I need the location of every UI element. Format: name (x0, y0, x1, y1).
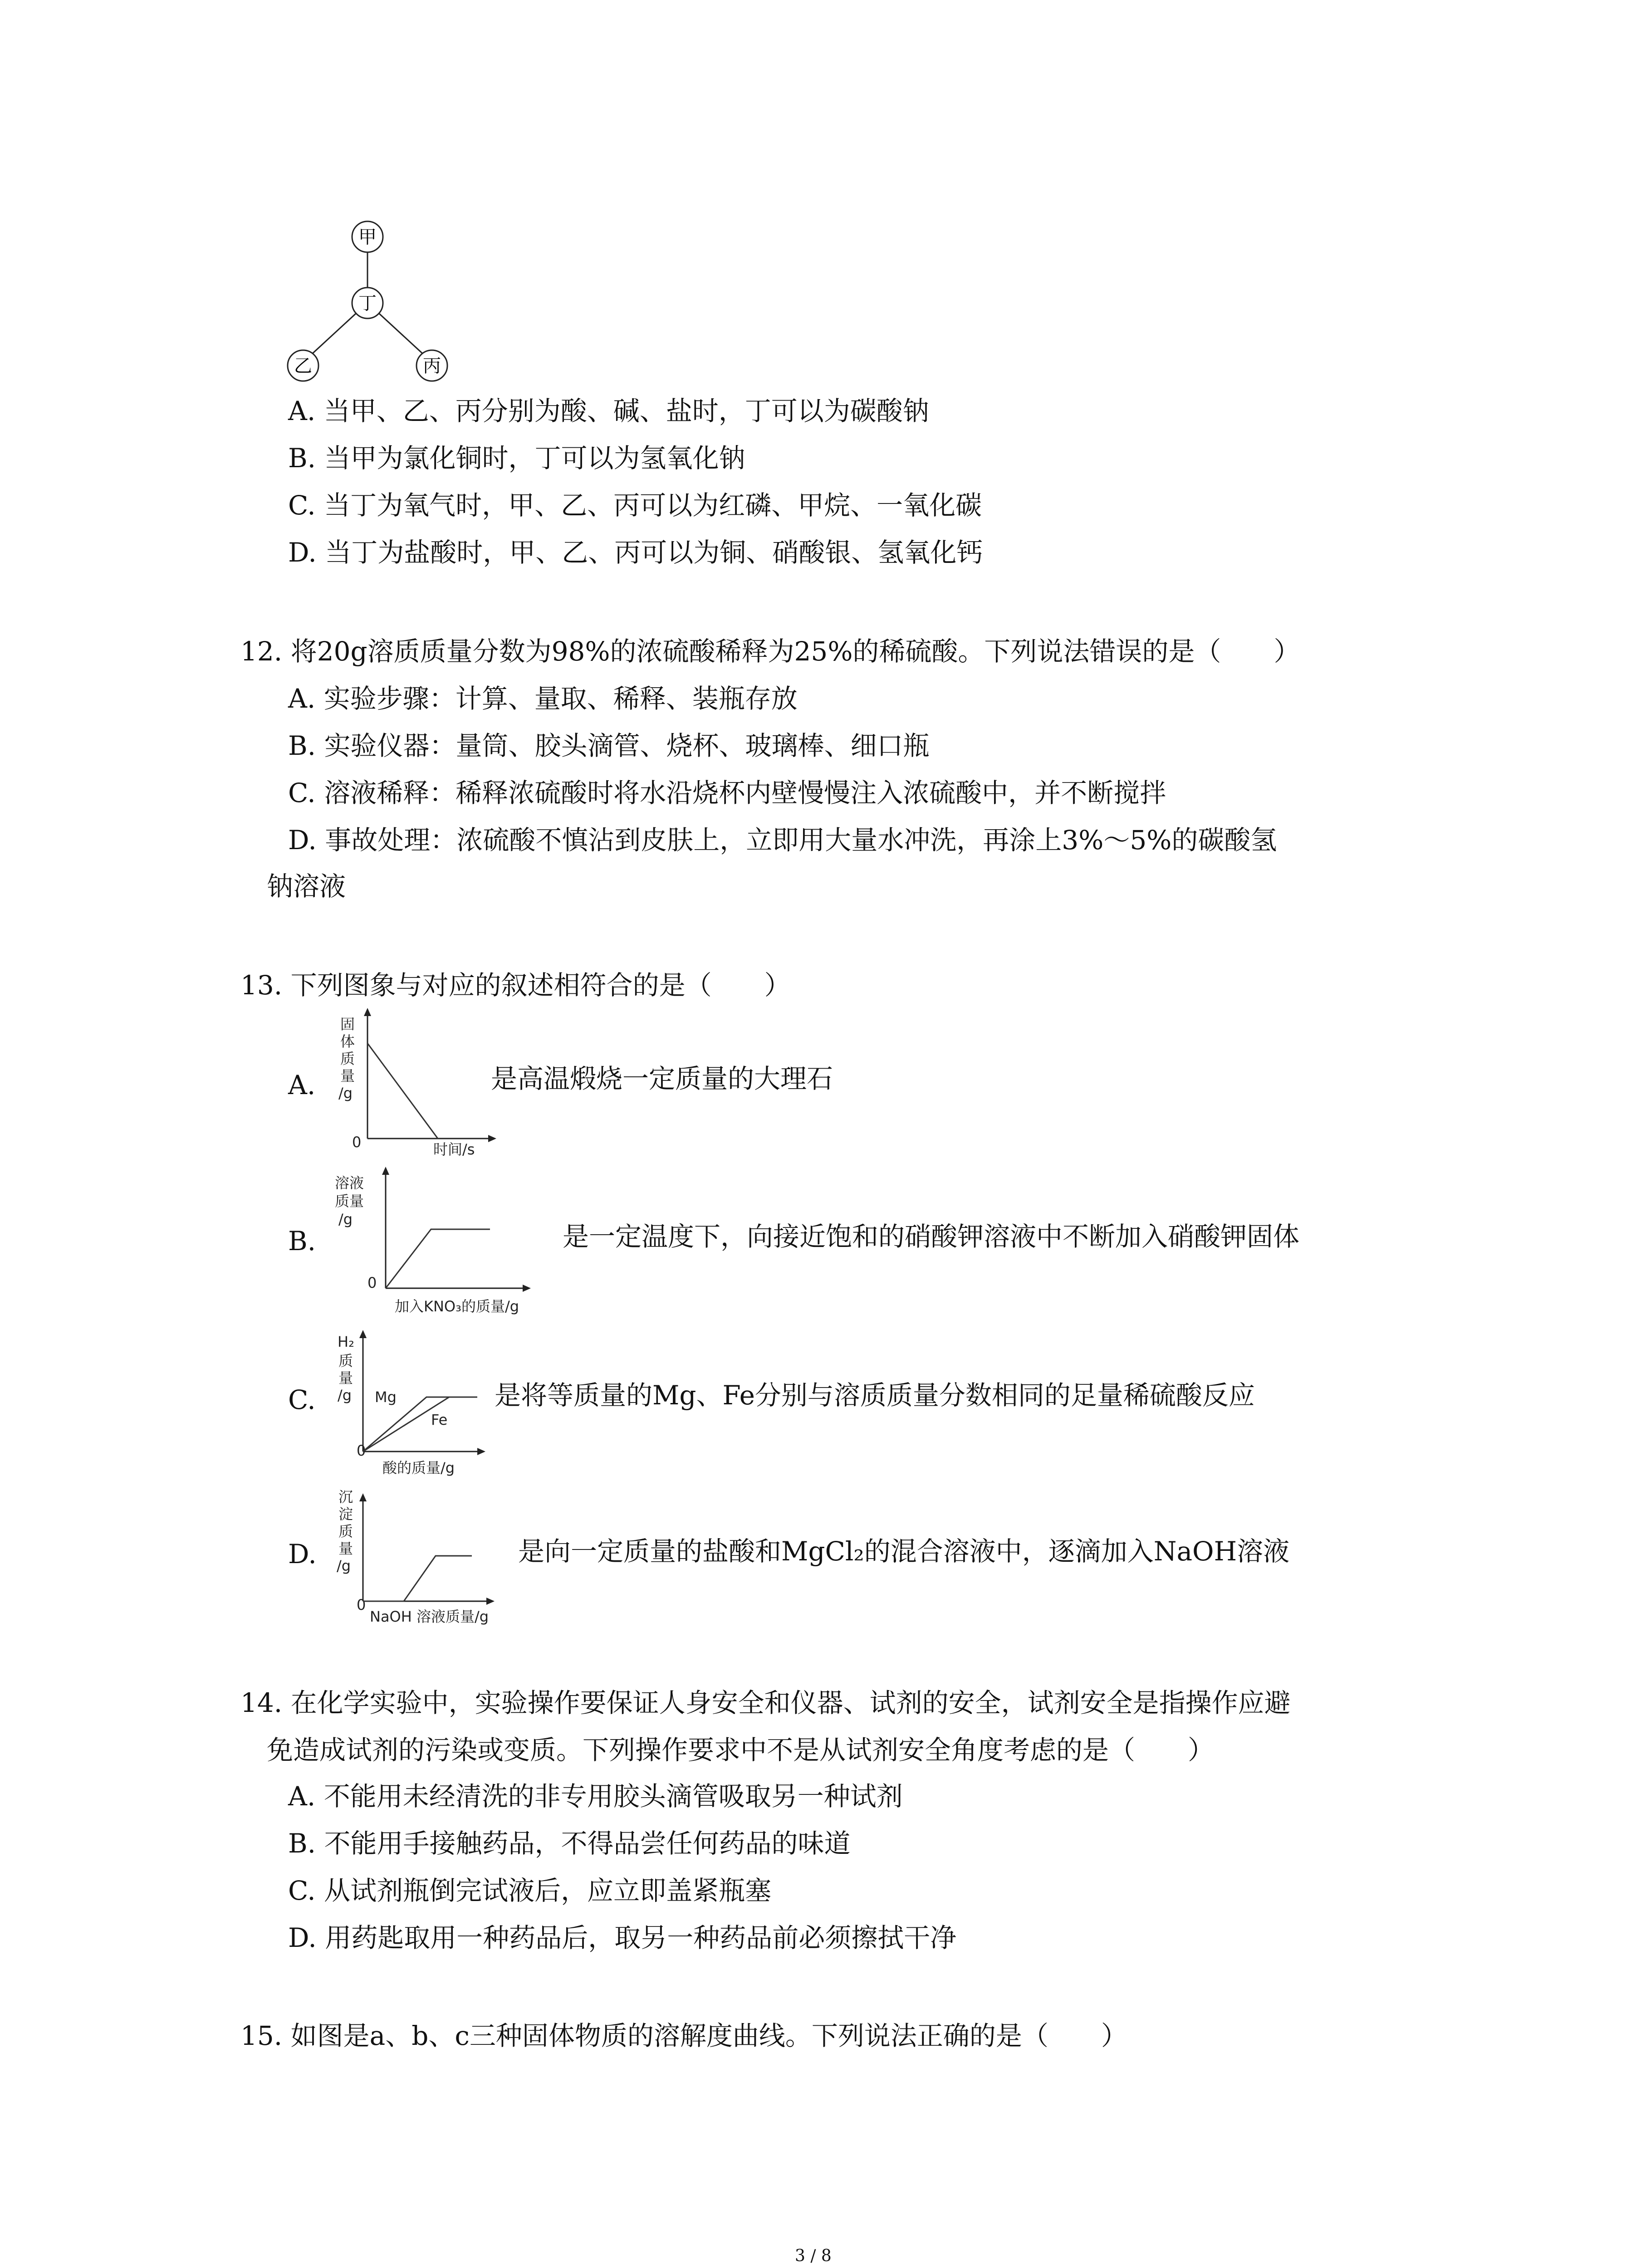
q14-stem-line1: 14. 在化学实验中，实验操作要保证人身安全和仪器、试剂的安全，试剂安全是指操作应避 (240, 1687, 1291, 1718)
q13d-line (363, 1556, 472, 1601)
q12-option-c: C. 溶液稀释：稀释浓硫酸时将水沿烧杯内壁慢慢注入浓硫酸中，并不断搅拌 (288, 777, 1166, 808)
q13d-x-arrow (486, 1598, 495, 1605)
q12-option-d-cont: 钠溶液 (267, 871, 346, 902)
q13-option-c-letter: C. (288, 1384, 316, 1415)
q11-option-b: B. 当甲为氯化铜时，丁可以为氢氧化钠 (288, 443, 745, 474)
q13d-ylabel-2: 质 (338, 1523, 353, 1540)
q13c-ylabel-2: 量 (338, 1369, 353, 1387)
q13a-y-arrow (364, 1008, 371, 1016)
q13a-xlabel: 时间/s (433, 1141, 475, 1158)
page-number: 3 / 8 (795, 2247, 832, 2265)
q13b-chart (372, 1166, 535, 1293)
q13d-ylabel-4: /g (337, 1557, 351, 1574)
q13-option-b-letter: B. (288, 1226, 316, 1256)
q13c-xlabel: 酸的质量/g (382, 1459, 455, 1476)
q12-option-d: D. 事故处理：浓硫酸不慎沾到皮肤上，立即用大量水冲洗，再涂上3%～5%的碳酸氢 (288, 825, 1277, 855)
q13c-line-mg (363, 1397, 477, 1452)
q13a-x-arrow (488, 1135, 496, 1142)
q13d-y-arrow (359, 1493, 367, 1501)
q13d-ylabel-0: 沉 (338, 1488, 353, 1505)
q14-option-d: D. 用药匙取用一种药品后，取另一种药品前必须擦拭干净 (288, 1922, 957, 1953)
q13c-ylabel-1: 质 (338, 1352, 353, 1369)
q13c-series-mg: Mg (375, 1388, 397, 1406)
q13a-ylabel-4: /g (338, 1085, 353, 1102)
q13b-ylabel-0: 溶液 (335, 1174, 364, 1192)
q14-option-a: A. 不能用未经清洗的非专用胶头滴管吸取另一种试剂 (288, 1781, 903, 1812)
q14-option-b: B. 不能用手接触药品，不得品尝任何药品的味道 (288, 1828, 851, 1859)
q13-option-a-text: 是高温煅烧一定质量的大理石 (491, 1063, 833, 1094)
q14-stem-line2: 免造成试剂的污染或变质。下列操作要求中不是从试剂安全角度考虑的是（ ） (267, 1735, 1215, 1765)
relation-diagram (281, 218, 454, 390)
q13a-chart (354, 1007, 499, 1143)
q14-option-c: C. 从试剂瓶倒完试液后，应立即盖紧瓶塞 (288, 1875, 772, 1906)
node-ding: 丁 (358, 293, 377, 314)
q13-option-d-letter: D. (288, 1539, 317, 1569)
q13-option-d-text: 是向一定质量的盐酸和MgCl₂的混合溶液中，逐滴加入NaOH溶液 (518, 1536, 1290, 1567)
q13b-xlabel: 加入KNO₃的质量/g (395, 1298, 519, 1315)
q13c-line-fe (363, 1397, 449, 1452)
q13d-chart (358, 1492, 504, 1606)
q13a-line (367, 1043, 438, 1139)
q11-option-c: C. 当丁为氧气时，甲、乙、丙可以为红磷、甲烷、一氧化碳 (288, 490, 982, 521)
q13-option-c-text: 是将等质量的Mg、Fe分别与溶质质量分数相同的足量稀硫酸反应 (495, 1380, 1255, 1411)
q12-stem: 12. 将20g溶质质量分数为98%的浓硫酸稀释为25%的稀硫酸。下列说法错误的是（ ） (240, 636, 1300, 667)
q13c-y-arrow (359, 1330, 367, 1338)
q13c-chart (358, 1329, 495, 1456)
q13b-y-arrow (382, 1167, 389, 1175)
q13-option-a-letter: A. (288, 1070, 316, 1100)
q13c-ylabel-3: /g (338, 1387, 352, 1404)
node-yi: 乙 (294, 356, 312, 376)
q13a-ylabel-2: 质 (340, 1050, 355, 1067)
q13-stem: 13. 下列图象与对应的叙述相符合的是（ ） (240, 970, 791, 1001)
q15-stem: 15. 如图是a、b、c三种固体物质的溶解度曲线。下列说法正确的是（ ） (240, 2020, 1127, 2051)
q13c-series-fe: Fe (431, 1411, 448, 1428)
q13d-xlabel: NaOH 溶液质量/g (370, 1608, 489, 1625)
q13b-ylabel-2: /g (338, 1211, 353, 1228)
q12-option-b: B. 实验仪器：量筒、胶头滴管、烧杯、玻璃棒、细口瓶 (288, 730, 930, 761)
q13b-line (386, 1229, 490, 1288)
q13c-ylabel-0: H₂ (338, 1333, 354, 1350)
q13-option-b-text: 是一定温度下，向接近饱和的硝酸钾溶液中不断加入硝酸钾固体 (563, 1221, 1300, 1252)
q13b-origin: 0 (367, 1274, 377, 1291)
q11-option-d: D. 当丁为盐酸时，甲、乙、丙可以为铜、硝酸银、氢氧化钙 (288, 537, 983, 568)
q13c-x-arrow (477, 1448, 485, 1455)
q13c-origin: 0 (357, 1442, 366, 1459)
q11-option-a: A. 当甲、乙、丙分别为酸、碱、盐时，丁可以为碳酸钠 (288, 396, 929, 426)
node-jia: 甲 (358, 227, 377, 248)
q13d-origin: 0 (357, 1596, 366, 1613)
q13b-x-arrow (523, 1285, 531, 1292)
q13b-ylabel-1: 质量 (335, 1193, 364, 1210)
q12-option-a: A. 实验步骤：计算、量取、稀释、装瓶存放 (288, 683, 798, 714)
q13a-ylabel-1: 体 (340, 1033, 355, 1050)
q13a-ylabel-3: 量 (340, 1067, 355, 1085)
q13a-ylabel-0: 固 (340, 1016, 355, 1033)
node-bing: 丙 (423, 356, 441, 376)
q13d-ylabel-1: 淀 (338, 1505, 353, 1523)
q13d-ylabel-3: 量 (338, 1540, 353, 1557)
q13a-origin: 0 (352, 1134, 362, 1151)
